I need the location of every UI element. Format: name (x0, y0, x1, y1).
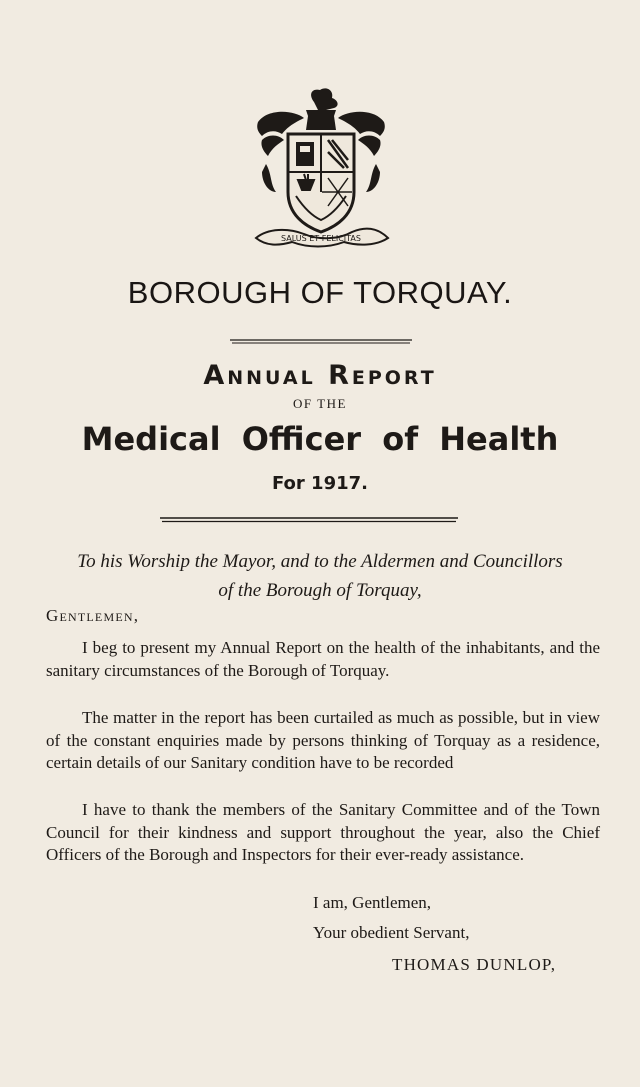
valediction: Your obedient Servant, (313, 923, 470, 942)
borough-title: BOROUGH OF TORQUAY. (127, 275, 513, 310)
signatory-name: THOMAS DUNLOP, (392, 955, 557, 974)
closing-line: I am, Gentlemen, (313, 893, 432, 912)
address-block (40, 547, 600, 605)
body-paragraph-1: I beg to present my Annual Report on the health of the inhabitants, and the sanitary circumstances of the Borough of Torquay. (46, 638, 600, 680)
body-paragraph-3: I have to thank the members of the Sanitary Committee and of the Town Council for their kindness and support throughout the year, also the Chief Officers of the Borough and Inspectors for their ever-ready assistance. (46, 800, 600, 864)
report-subject: Medical Officer of Health (81, 420, 559, 458)
address-line-1: To his Worship the Mayor, and to the Aldermen and Councillors (77, 551, 563, 572)
salutation: Gentlemen, (46, 606, 140, 625)
borough-crest-icon (248, 82, 394, 252)
report-title: Annual Report (203, 360, 437, 391)
decorative-rule-icon (0, 516, 640, 524)
of-the-caption: OF THE (293, 396, 347, 411)
decorative-rule-icon (0, 338, 640, 346)
address-line-2: of the Borough of Torquay, (218, 580, 422, 601)
report-year: For 1917. (271, 473, 368, 494)
crest-motto: SALUS ET FELICITAS (281, 234, 361, 243)
body-paragraph-2: The matter in the report has been curtailed as much as possible, but in view of the constant enquiries made by persons thinking of Torquay as a residence, certain details of our Sanitary condition have to be recorded (46, 708, 600, 772)
